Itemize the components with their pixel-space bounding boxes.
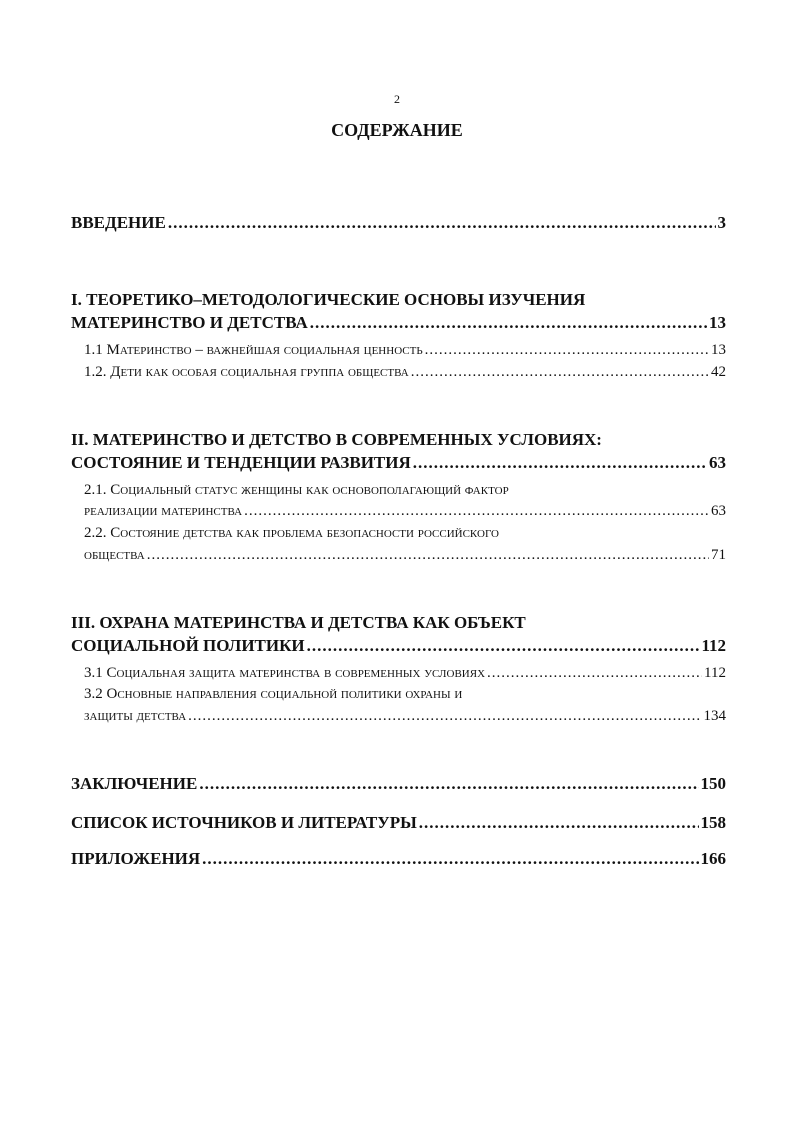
dot-leader — [147, 547, 709, 564]
toc-section-2-1-line-1[interactable]: 2.1. Социальный статус женщины как основополагающий фактор — [84, 482, 509, 498]
page-number: 2 — [394, 92, 400, 106]
toc-entry-label: 1.2. Дети как особая социальная группа общества — [84, 364, 409, 380]
toc-entry-label: 1.1 Материнство – важнейшая социальная ценность — [84, 342, 423, 358]
toc-entry-label: ПРИЛОЖЕНИЯ — [71, 849, 201, 868]
toc-entry-label: защиты детства — [84, 708, 187, 724]
toc-entry-intro[interactable] — [71, 213, 726, 233]
toc-page-number: 166 — [700, 849, 726, 868]
toc-page-number: 63 — [709, 453, 726, 472]
dot-leader — [188, 708, 701, 725]
toc-entry-label: общества — [84, 547, 145, 563]
toc-section-3-2-line-1[interactable]: 3.2 Основные направления социальной политики охраны и — [84, 686, 463, 702]
dot-leader — [487, 665, 702, 682]
toc-section-3-1[interactable] — [84, 665, 726, 682]
dot-leader — [307, 636, 700, 656]
toc-entry-label: СОЦИАЛЬНОЙ ПОЛИТИКИ — [71, 636, 305, 655]
toc-section-1-2[interactable] — [84, 364, 726, 381]
toc-page-number: 13 — [711, 342, 726, 358]
toc-entry-appendix[interactable] — [71, 849, 726, 869]
toc-entry-label: реализации материнства — [84, 503, 243, 519]
dot-leader — [244, 503, 709, 520]
toc-section-3-2[interactable] — [84, 708, 726, 725]
toc-page-number: 134 — [703, 708, 726, 724]
toc-page-number: 3 — [717, 213, 726, 232]
dot-leader — [168, 213, 716, 233]
toc-page-number: 112 — [704, 665, 726, 681]
toc-entry-label: 3.1 Социальная защита материнства в современных условиях — [84, 665, 486, 681]
toc-page-number: 13 — [709, 313, 726, 332]
toc-page-number: 150 — [700, 774, 726, 793]
toc-entry-sources[interactable] — [71, 813, 726, 833]
dot-leader — [310, 313, 707, 333]
toc-section-2-2-line-1[interactable]: 2.2. Состояние детства как проблема безопасности российского — [84, 525, 499, 541]
toc-page-number: 42 — [711, 364, 726, 380]
toc-chapter-1-line-1[interactable]: I. ТЕОРЕТИКО–МЕТОДОЛОГИЧЕСКИЕ ОСНОВЫ ИЗУЧЕНИЯ — [71, 290, 586, 309]
dot-leader — [425, 342, 709, 359]
dot-leader — [413, 453, 707, 473]
toc-entry-label: СПИСОК ИСТОЧНИКОВ И ЛИТЕРАТУРЫ — [71, 813, 417, 832]
toc-chapter-2[interactable] — [71, 453, 726, 473]
toc-section-1-1[interactable] — [84, 342, 726, 359]
toc-page-number: 71 — [711, 547, 726, 563]
toc-entry-label: СОСТОЯНИЕ И ТЕНДЕНЦИИ РАЗВИТИЯ — [71, 453, 411, 472]
toc-page-number: 63 — [711, 503, 726, 519]
toc-chapter-3[interactable] — [71, 636, 726, 656]
toc-page-number: 112 — [701, 636, 726, 655]
toc-entry-label: ВВЕДЕНИЕ — [71, 213, 166, 232]
dot-leader — [419, 813, 699, 833]
page-title: СОДЕРЖАНИЕ — [331, 120, 463, 140]
toc-entry-conclusion[interactable] — [71, 774, 726, 794]
toc-page-number: 158 — [700, 813, 726, 832]
toc-chapter-1[interactable] — [71, 313, 726, 333]
dot-leader — [202, 849, 698, 869]
toc-section-2-1[interactable] — [84, 503, 726, 520]
dot-leader — [199, 774, 698, 794]
toc-entry-label: МАТЕРИНСТВО И ДЕТСТВА — [71, 313, 308, 332]
toc-chapter-2-line-1[interactable]: II. МАТЕРИНСТВО И ДЕТСТВО В СОВРЕМЕННЫХ УСЛОВИЯХ: — [71, 430, 602, 449]
dot-leader — [411, 364, 709, 381]
toc-section-2-2[interactable] — [84, 547, 726, 564]
toc-chapter-3-line-1[interactable]: III. ОХРАНА МАТЕРИНСТВА И ДЕТСТВА КАК ОБЪЕКТ — [71, 613, 526, 632]
toc-entry-label: ЗАКЛЮЧЕНИЕ — [71, 774, 198, 793]
